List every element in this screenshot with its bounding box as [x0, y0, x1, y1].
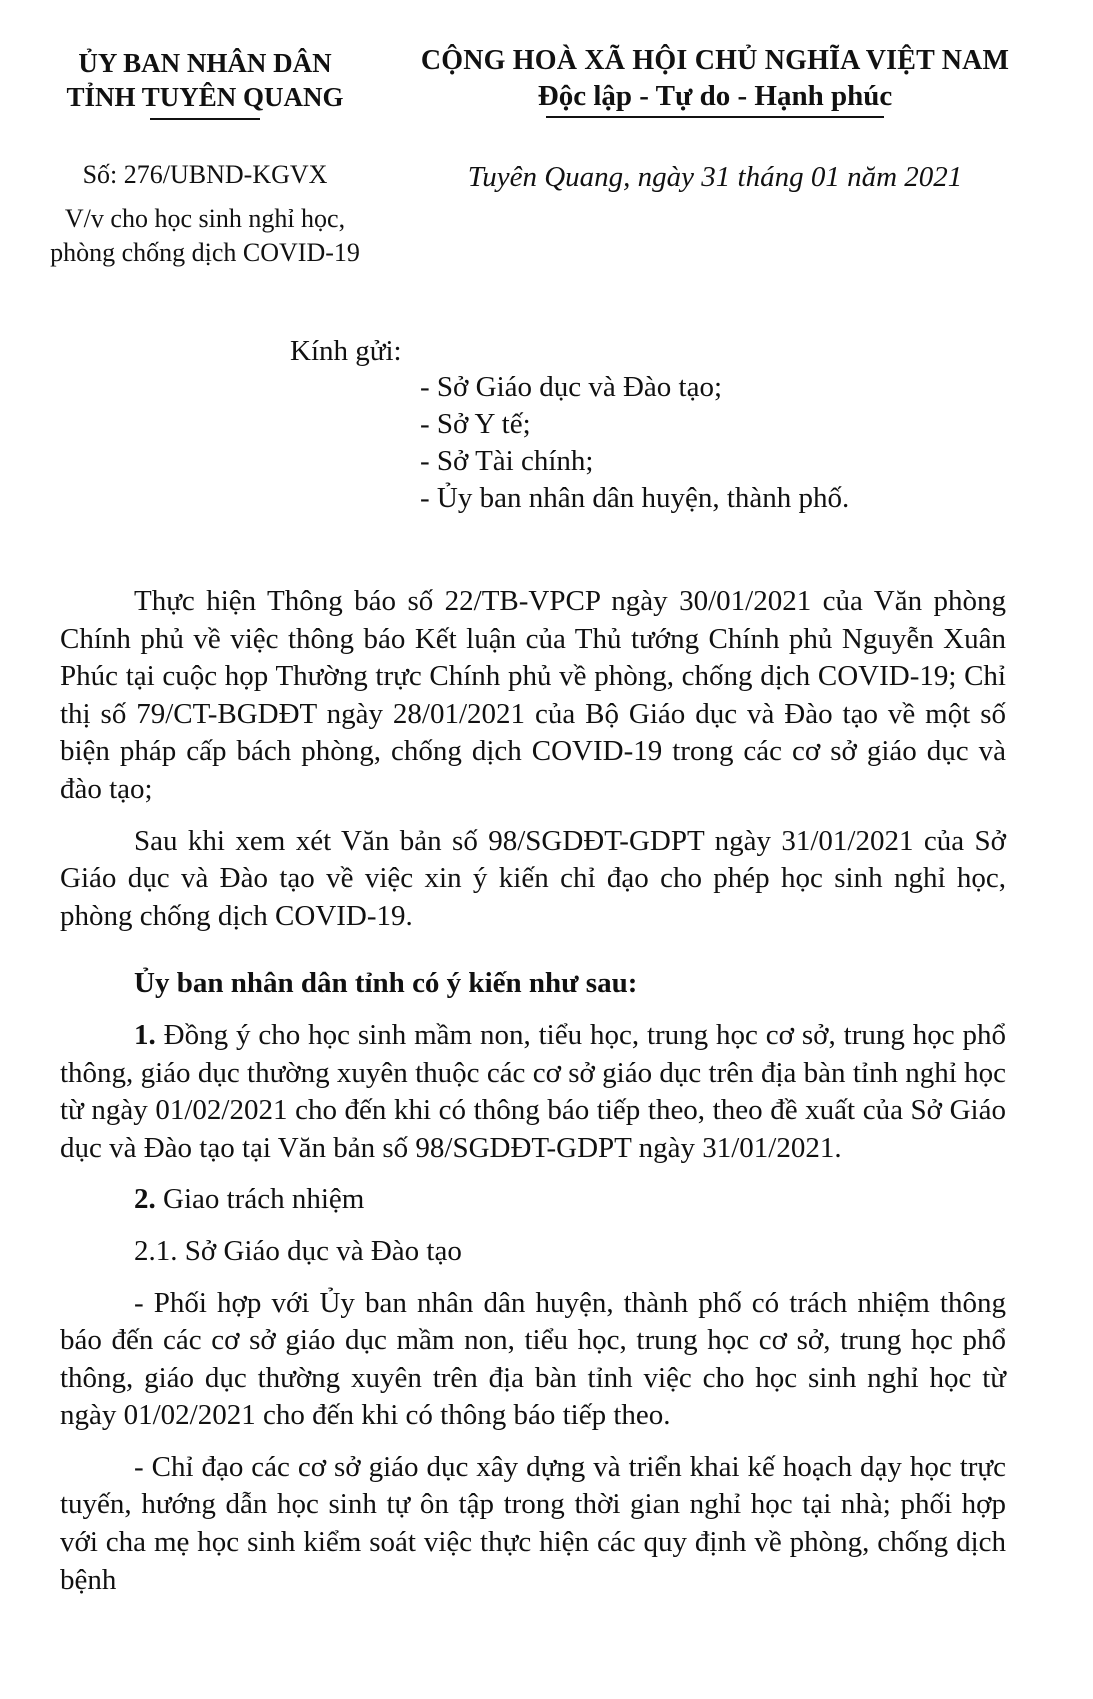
place-and-date: Tuyên Quang, ngày 31 tháng 01 năm 2021: [467, 161, 963, 193]
item-2-number: 2.: [134, 1183, 156, 1216]
agency-name-line1: ỦY BAN NHÂN DÂN: [78, 48, 332, 78]
item-2: [60, 1181, 1006, 1219]
recipient-list: [420, 369, 849, 517]
item-1: [60, 1017, 1006, 1167]
national-heading-block: [400, 44, 1030, 194]
task-bullet: - Chỉ đạo các cơ sở giáo dục xây dựng và triển khai kế hoạch dạy học trực tuyến, hướng dẫn học sinh tự ôn tập trong thời gian nghỉ học tại nhà; phối hợp với cha mẹ học sinh kiểm soát việc thực hiện các quy định về phòng, chống dịch bệnh: [60, 1450, 1006, 1596]
salutation: Kính gửi:: [290, 335, 402, 367]
issuing-agency-block: [40, 46, 370, 270]
subsection-2-1: 2.1. Sở Giáo dục và Đào tạo: [134, 1234, 462, 1267]
document-number: Số: 276/UBND-KGVX: [82, 160, 328, 189]
agency-name-line2: TỈNH TUYÊN QUANG: [66, 82, 344, 112]
country-name: CỘNG HOÀ XÃ HỘI CHỦ NGHĨA VIỆT NAM: [420, 45, 1010, 76]
recipient-item: - Sở Giáo dục và Đào tạo;: [420, 371, 723, 403]
document-body: [60, 583, 1006, 1613]
national-motto: Độc lập - Tự do - Hạnh phúc: [537, 80, 893, 112]
item-1-number: 1.: [134, 1018, 156, 1051]
item-1-text: Đồng ý cho học sinh mầm non, tiểu học, trung học cơ sở, trung học phổ thông, giáo dục thường xuyên thuộc các cơ sở giáo dục trên địa bàn tỉnh nghỉ học từ ngày 01/02/2021 cho đến khi có thông báo tiếp theo, theo đề xuất của Sở Giáo dục và Đào tạo tại Văn bản số 98/SGDĐT-GDPT ngày 31/01/2021.: [60, 1018, 1006, 1164]
recipient-item: - Sở Y tế;: [420, 408, 531, 440]
document-subject: [40, 202, 370, 270]
item-2-text: Giao trách nhiệm: [155, 1183, 365, 1216]
recipient-item: - Sở Tài chính;: [420, 445, 594, 477]
agency-underline: [150, 118, 260, 120]
paragraph-review: Sau khi xem xét Văn bản số 98/SGDĐT-GDPT ngày 31/01/2021 của Sở Giáo dục và Đào tạo về việc xin ý kiến chỉ đạo cho phép học sinh nghỉ học, phòng chống dịch COVID-19.: [60, 824, 1006, 932]
subject-line1: V/v cho học sinh nghỉ học,: [64, 204, 346, 233]
opinion-heading: Ủy ban nhân dân tỉnh có ý kiến như sau:: [134, 967, 638, 1000]
subject-line2: phòng chống dịch COVID-19: [50, 238, 360, 267]
motto-underline: [546, 116, 884, 118]
task-bullet: - Phối hợp với Ủy ban nhân dân huyện, thành phố có trách nhiệm thông báo đến các cơ sở giáo dục mầm non, tiểu học, trung học cơ sở, trung học phổ thông, giáo dục thường xuyên trên địa bàn tỉnh việc cho học sinh nghỉ học từ ngày 01/02/2021 cho đến khi có thông báo tiếp theo.: [60, 1286, 1006, 1432]
recipient-item: - Ủy ban nhân dân huyện, thành phố.: [420, 482, 850, 514]
paragraph-basis: Thực hiện Thông báo số 22/TB-VPCP ngày 30/01/2021 của Văn phòng Chính phủ về việc thông báo Kết luận của Thủ tướng Chính phủ Nguyễn Xuân Phúc tại cuộc họp Thường trực Chính phủ về phòng, chống dịch COVID-19; Chỉ thị số 79/CT-BGDĐT ngày 28/01/2021 của Bộ Giáo dục và Đào tạo về một số biện pháp cấp bách phòng, chống dịch COVID-19 trong các cơ sở giáo dục và đào tạo;: [60, 585, 1006, 805]
